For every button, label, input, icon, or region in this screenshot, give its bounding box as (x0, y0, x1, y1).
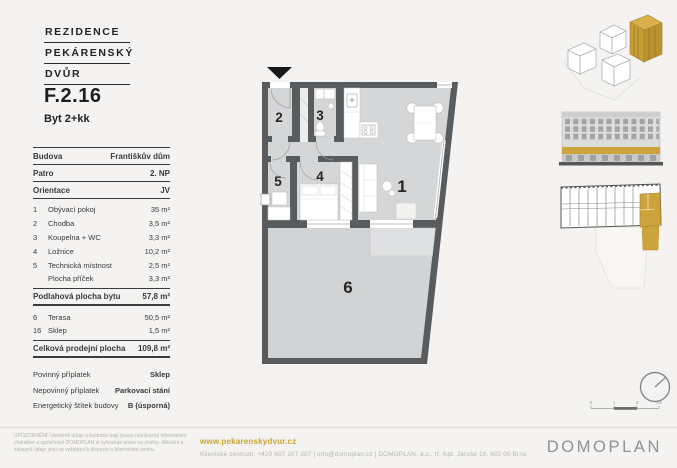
room-label: 2 (275, 110, 283, 125)
room-number: 5 (33, 260, 38, 270)
room-number: 4 (33, 246, 38, 256)
surcharge-row (33, 367, 170, 382)
building-elevation (559, 106, 663, 170)
extra-number: 6 (33, 312, 38, 322)
company-logo: DOMOPLAN (546, 438, 662, 456)
room-name: Technická místnost (48, 260, 112, 270)
highlighted-floor-band (562, 147, 660, 154)
total-label: Podlahová plocha bytu (33, 292, 121, 302)
logo-line-2: PEKÁRENSKÝ (44, 47, 130, 64)
room-area: 3,5 m² (148, 219, 170, 229)
extra-area: 50,5 m² (144, 312, 170, 322)
room-label: 3 (316, 108, 324, 123)
surcharge-row (33, 383, 170, 398)
room-row (33, 244, 170, 258)
project-logo (44, 26, 134, 89)
room-number: 2 (33, 219, 38, 229)
room-number: 1 (33, 205, 38, 215)
floor-plan (255, 55, 470, 375)
highlighted-building (630, 15, 662, 62)
info-value: Františkův dům (110, 152, 170, 161)
disclaimer-text: UPOZORNĚNÍ: Uvedené údaje a ilustrace mají pouze nezávazný informativní charakter a společnost DOMOPLAN si vyhrazuje právo na změny. Aktuální a závazné údaje jsou na vyžádání k dispozici v klientském centru. (14, 433, 187, 454)
scale-tick-label: 1 (612, 400, 616, 405)
extra-number: 16 (33, 326, 42, 336)
surcharges-list (33, 367, 170, 413)
unit-type: Byt 2+kk (44, 113, 90, 125)
room-area: 2,5 m² (148, 260, 170, 270)
scale-tick-label: 3m (655, 400, 663, 405)
info-label: Budova (33, 152, 63, 161)
website-link[interactable]: www.pekarenskydvur.cz (200, 437, 297, 446)
extra-name: Sklep (48, 326, 67, 336)
unit-code: F.2.16 (44, 85, 102, 107)
sale-area-total-row (33, 340, 170, 359)
room-label: 4 (316, 169, 324, 184)
extra-row (33, 324, 170, 338)
room-name: Chodba (48, 219, 75, 229)
surcharge-value: Parkovací stání (114, 385, 170, 395)
entry-arrow-icon (267, 67, 292, 79)
scale-tick-label: 0 (589, 400, 593, 405)
unit-info-table (33, 147, 170, 413)
info-value: JV (160, 186, 170, 195)
info-row-building (33, 147, 170, 165)
extra-row (33, 310, 170, 324)
contact-line: Klientské centrum: +420 607 207 207 | info@domoplan.cz | DOMOPLAN, a.s., tř. Kpt. Jaroše 19, 602 00 Brno (200, 451, 527, 458)
info-row-orientation (33, 182, 170, 199)
surcharge-label: Energetický štítek budovy (33, 401, 119, 411)
context-buildings (568, 25, 630, 86)
room-name: Obývací pokoj (48, 205, 96, 215)
room-list (33, 203, 170, 286)
room-label: 6 (343, 278, 353, 297)
room-area: 10,2 m² (144, 246, 170, 256)
info-label: Orientace (33, 186, 70, 195)
surcharge-label: Povinný příplatek (33, 370, 91, 380)
room-name: Koupelna + WC (48, 232, 101, 242)
extras-list (33, 310, 170, 338)
total-value: 109,8 m² (137, 344, 170, 354)
room-row (33, 258, 170, 272)
axonometric-view (556, 10, 668, 102)
room-name: Plocha příček (48, 274, 94, 284)
total-value: 57,8 m² (142, 292, 170, 302)
room-area: 3,3 m² (148, 274, 170, 284)
surcharge-label: Nepovinný příplatek (33, 385, 100, 395)
scale-tick-label: 2 (635, 400, 639, 405)
room-area: 3,3 m² (148, 232, 170, 242)
extra-name: Terasa (48, 312, 71, 322)
footer-divider (0, 427, 677, 428)
logo-line-1: REZIDENCE (44, 26, 130, 43)
surcharge-row (33, 398, 170, 413)
room-row (33, 203, 170, 217)
extra-area: 1,5 m² (148, 326, 170, 336)
room-row (33, 231, 170, 245)
total-label: Celková prodejní plocha (33, 344, 126, 354)
terrace-pergola-area (370, 228, 435, 256)
floor-area-total-row (33, 288, 170, 307)
room-row (33, 217, 170, 231)
room-area: 35 m² (150, 205, 170, 215)
surcharge-value: B (úsporná) (127, 401, 170, 411)
highlighted-unit (640, 193, 661, 250)
logo-line-3: DVŮR (44, 68, 130, 85)
room-row (33, 272, 170, 286)
room-label: 1 (397, 177, 407, 196)
info-row-floor (33, 165, 170, 182)
room-number: 3 (33, 232, 38, 242)
surcharge-value: Sklep (149, 370, 170, 380)
floor-overview (556, 180, 668, 292)
scale-bar (588, 399, 666, 412)
info-value: 2. NP (149, 169, 170, 178)
room-label: 5 (274, 174, 282, 189)
info-label: Patro (33, 169, 54, 178)
room-name: Ložnice (48, 246, 74, 256)
